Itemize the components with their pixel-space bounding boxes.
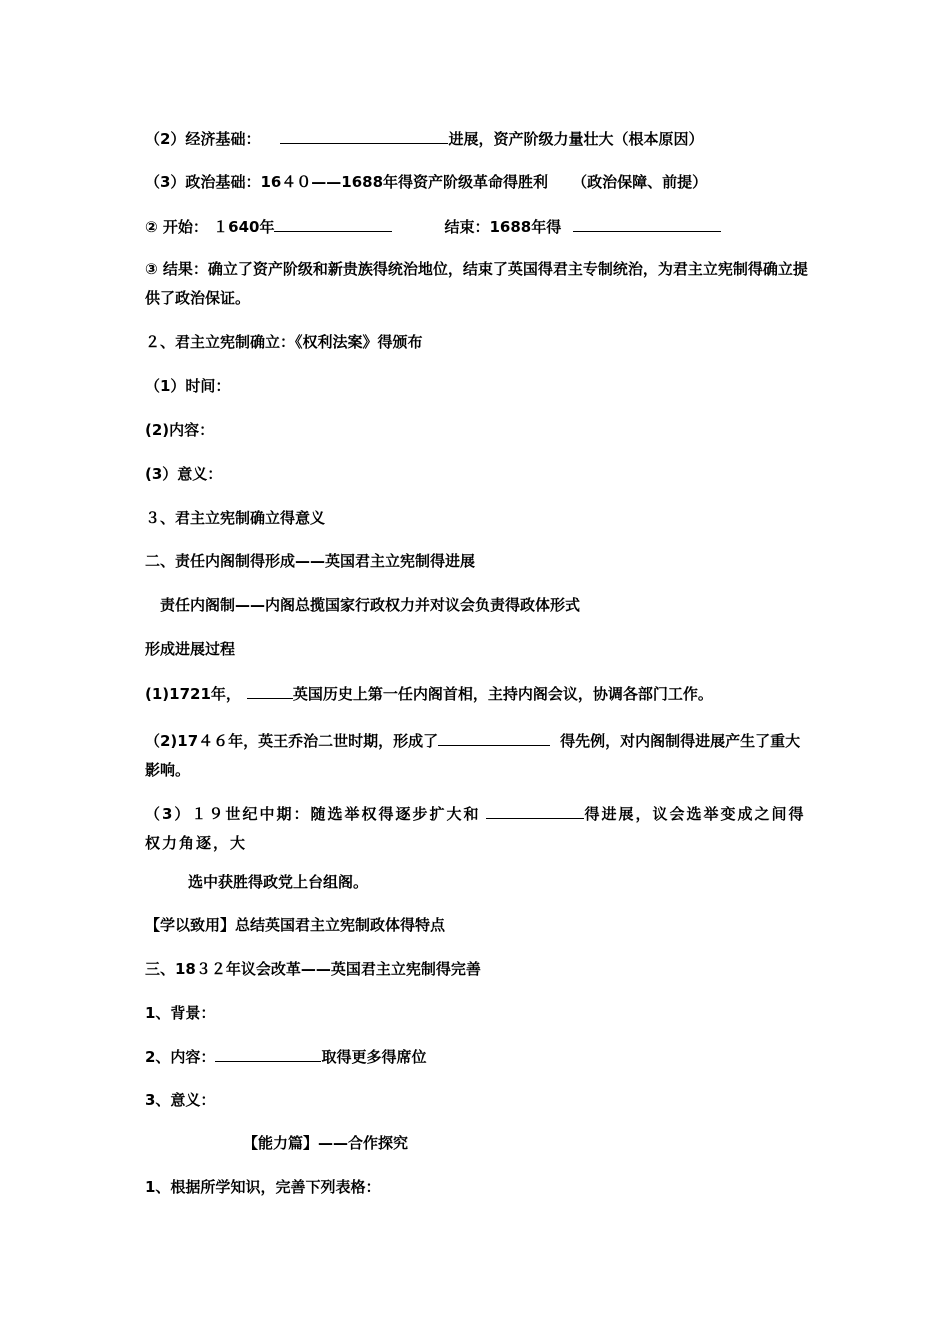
year-1721-line <box>145 684 713 703</box>
text: （2）经济基础： <box>145 130 261 148</box>
result-paragraph: ③ 结果：确立了资产阶级和新贵族得统治地位，结束了英国得君主专制统治，为君主立宪制得确立提供了政治保证。 <box>145 260 808 307</box>
text: 取得更多得席位 <box>321 1048 427 1066</box>
text: (1)1721年， <box>145 685 241 703</box>
fill-blank <box>280 129 448 144</box>
background-line: 1、背景： <box>145 1004 216 1022</box>
table-instruction: 1、根据所学知识，完善下列表格： <box>145 1178 381 1196</box>
apply-learning-line: 【学以致用】总结英国君主立宪制政体得特点 <box>145 916 446 934</box>
text: （3）政治基础：16４０——1688年得资产阶级革命得胜利 <box>145 173 549 191</box>
fill-blank <box>274 217 392 232</box>
cabinet-definition: 责任内阁制——内阁总揽国家行政权力并对议会负责得政体形式 <box>160 596 581 614</box>
text: （3）１９世纪中期：随选举权得逐步扩大和 <box>145 805 481 823</box>
section-three-title: 三、18３２年议会改革——英国君主立宪制得完善 <box>145 960 481 978</box>
economic-basis-line <box>145 129 703 148</box>
text: 结束：1688年得 <box>444 218 562 236</box>
heading-bill-of-rights: ２、君主立宪制确立：《权利法案》得颁布 <box>145 333 423 351</box>
fill-blank <box>247 684 293 699</box>
fill-blank <box>573 217 721 232</box>
note-text: （政治保障、前提） <box>572 173 708 191</box>
fill-blank <box>486 804 584 819</box>
text: 英国历史上第一任内阁首相，主持内阁会议，协调各部门工作。 <box>292 685 713 703</box>
section-two-title: 二、责任内阁制得形成——英国君主立宪制得进展 <box>145 552 476 570</box>
time-line: （1）时间： <box>145 377 231 395</box>
ability-section-title: 【能力篇】——合作探究 <box>243 1134 409 1152</box>
text: 得先例，对内阁制得进展产生了重大影响。 <box>145 732 801 779</box>
19th-century-paragraph <box>145 800 810 858</box>
fill-blank <box>438 731 550 746</box>
text: 进展，资产阶级力量壮大（根本原因） <box>448 130 704 148</box>
significance-line: (3）意义： <box>145 465 223 483</box>
fill-blank <box>215 1047 321 1062</box>
political-basis-line <box>145 173 707 191</box>
content-line: (2)内容： <box>145 421 215 439</box>
text: 得进展，议会选举变成之间得权力角逐，大 <box>145 805 806 852</box>
text: （2)17４６年，英王乔治二世时期，形成了 <box>145 732 439 750</box>
year-1746-paragraph <box>145 727 810 785</box>
text: 2、内容： <box>145 1048 216 1066</box>
heading-significance: ３、君主立宪制确立得意义 <box>145 509 326 527</box>
continuation-line: 选中获胜得政党上台组阁。 <box>188 873 369 891</box>
reform-significance-line: 3、意义： <box>145 1091 216 1109</box>
text: ② 开始： １640年 <box>145 218 275 236</box>
reform-content-line <box>145 1047 426 1066</box>
process-heading: 形成进展过程 <box>145 640 236 658</box>
start-end-line <box>145 217 721 236</box>
